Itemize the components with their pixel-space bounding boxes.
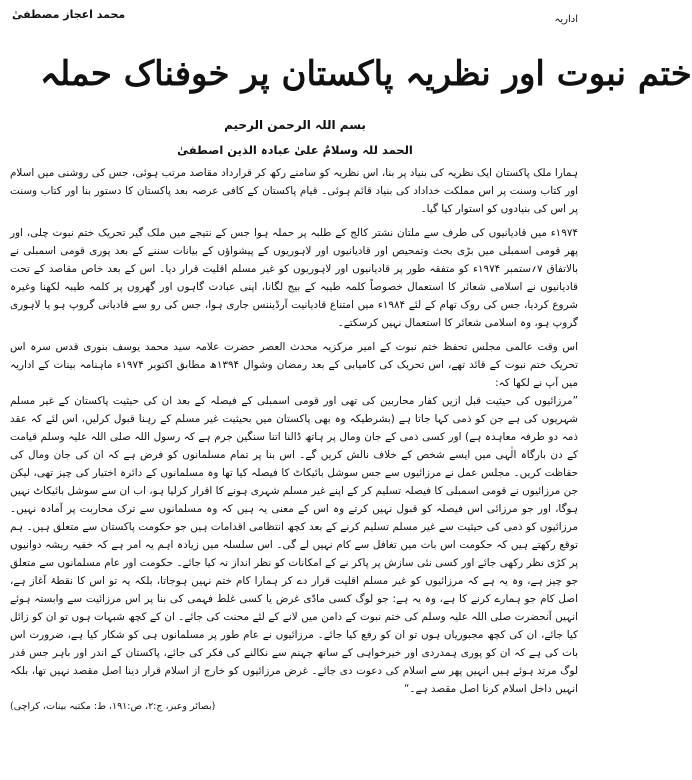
paragraph-3: اس وقت عالمی مجلس تحفظ ختم نبوت کے امیر مرکزیہ محدث العصر حضرت علامہ سید محمد یوسف بنوری قدس سرہ اس تحریک ختم نبوت کے قائد تھے، اس تحریک کی کامیابی کے بعد رمضان وشوال ۱۳۹۴ھ مطابق اکتوبر ۱۹۷۴ء ماہنامہ بینات کے اداریہ میں آپ نے لکھا کہ:: [10, 341, 578, 389]
article-body: [10, 164, 578, 716]
paragraph-1: ہمارا ملک پاکستان ایک نظریہ کی بنیاد پر بنا، اس نظریہ کو سامنے رکھ کر قرارداد مقاصد مرتب ہوئی، جس کی روشنی میں اسلام اور کتاب وسنت پر اس مملکت خداداد کی بنیاد قائم ہوئی۔ قیام پاکستان کے کافی عرصہ بعد پاکستان کا دستور بنا اور کتاب وسنت پر اس کی بنیادوں کو استوار کیا گیا۔: [10, 167, 578, 215]
paragraph-2: ۱۹۷۴ء میں قادیانیوں کی طرف سے ملتان نشتر کالج کے طلبہ پر حملہ ہوا جس کے نتیجے میں ملک گیر تحریک ختم نبوت چلی، اور پھر قومی اسمبلی میں بڑی بحث وتمحیص اور قادیانیوں اور لاہوریوں کے پیشواؤں کے بیانات سننے کے بعد پوری قومی اسمبلی نے بالاتفاق ۷؍ستمبر ۱۹۷۴ء کو متفقہ طور پر قادیانیوں اور لاہوریوں کو غیر مسلم اقلیت قرار دیا۔ اس کے بعد خاص مقاصد کے تحت قادیانیوں نے اسلامی شعائر کا استعمال خصوصاً کلمہ طیبہ کے بیج لگانا، اپنی عبادت گاہوں اور گھروں پر کلمہ طیبہ لکھنا وغیرہ شروع کردیا، جس کی روک تھام کے لئے ۱۹۸۴ء میں امتناع قادیانیت آرڈیننس جاری ہوا، جس کی رو سے قادیانی گروپ ہو یا لاہوری گروپ ہو، وہ اسلامی شعائر کا استعمال نہیں کرسکتے۔: [10, 227, 579, 329]
section-label: اداریہ: [554, 14, 578, 25]
quotation: ”مرزائیوں کی حیثیت قبل ازیں کفار محاربین کی تھی اور قومی اسمبلی کے فیصلہ کے بعد ان کی حیثیت پاکستان کے غیر مسلم شہریوں کی ہے جن کو ذمی کہا جاتا ہے (بشرطیکہ وہ بھی پاکستان میں بحیثیت غیر مسلم کے رہنا قبول کرلیں، اس لئے کہ عقد ذمہ دو طرفہ معاہدہ ہے) اور کسی ذمی کے جان ومال پر ہاتھ ڈالنا اتنا سنگین جرم ہے کہ رسول اللہ صلی اللہ علیہ وسلم قیامت کے دن بارگاہ الٰہی میں ایسے شخص کے خلاف نالش کریں گے۔ اس بنا پر تمام مسلمانوں کو فرض ہے کہ ان کی جان ومال کی حفاظت کریں۔ مجلس عمل نے مرزائیوں سے جس سوشل بائیکاٹ کا فیصلہ کیا تھا وہ مسلمانوں کے دائرہ اختیار کی چیز تھی، لیکن جن مرزائیوں نے قومی اسمبلی کا فیصلہ تسلیم کر کے اپنے غیر مسلم شہری ہونے کا اقرار کرلیا ہو، اب ان سے سوشل بائیکاٹ نہیں ہوگا، اور جو مرزائی اس فیصلہ کو قبول نہیں کرتے وہ اس کے معنی یہ ہیں کہ وہ مسلمانوں سے ترک محاربت پر آمادہ نہیں۔ مرزائیوں کو ذمی کی حیثیت سے غیر مسلم تسلیم کرنے کے بعد کچھ انتظامی اقدامات ہیں جو حکومت پاکستان سے متعلق ہیں۔ ہم توقع رکھتے ہیں کہ حکومت اس بات میں تغافل سے کام نہیں لے گی۔ اس سلسلہ میں زیادہ اہم یہ امر ہے کہ خفیہ ریشہ دوانیوں پر کڑی نظر رکھی جائے اور کسی نئی سازش پر پاکر نے کے امکانات کو نظر انداز نہ کیا جائے۔ حکومت اور عام مسلمانوں سے متعلق جو چیز ہے، وہ یہ ہے کہ مرزائیوں کو غیر مسلم اقلیت قرار دے کر ہمارا کام ختم نہیں ہوجاتا، بلکہ یہ تو اس کا نقطۂ آغاز ہے، اصل کام جو ہمارے کرنے کا ہے، وہ یہ ہے: جو لوگ کسی مادّی غرض یا کسی غلط فہمی کی بنا پر اس مرزائیت سے وابستہ ہوئے انہیں آنحضرت صلی اللہ علیہ وسلم کی ختم نبوت کے دامن میں لانے کے لئے محنت کی جائے۔ ان کے کچھ شبہات ہوں تو ان کو زائل کیا جائے، ان کی کچھ مجبوریاں ہوں تو ان کو رفع کیا جائے۔ مرزائیوں نے عام طور پر مسلمانوں ہی کو شکار کیا ہے، ضرورت اس بات کی ہے کہ ان کو پوری ہمدردی اور خیرخواہی کے ساتھ جہنم سے نکالنے کی فکر کی جائے، پاکستان کے اندر اور باہر جس قدر لوگ مرتد ہوئے ہیں انہیں پھر سے اسلام کی دعوت دی جائے۔ غرض مرزائیوں کو خارج از اسلام قرار دینا اصل مقصد نہیں تھا، بلکہ انہیں داخل اسلام کرنا اصل مقصد ہے۔“: [10, 395, 578, 695]
citation: (بصائر وعبر، ج:۲، ص:۱۹۱، ط: مکتبہ بینات، کراچی): [10, 701, 216, 712]
basmala: بسم اللہ الرحمن الرحیم: [224, 118, 366, 132]
page-title: ختم نبوت اور نظریہ پاکستان پر خوفناک حملہ: [40, 54, 692, 94]
opening-line: الحمد للہ وسلامٌ علیٰ عبادہ الذین اصطفیٰ: [177, 143, 413, 157]
author-name: محمد اعجاز مصطفیٰ: [12, 8, 126, 21]
